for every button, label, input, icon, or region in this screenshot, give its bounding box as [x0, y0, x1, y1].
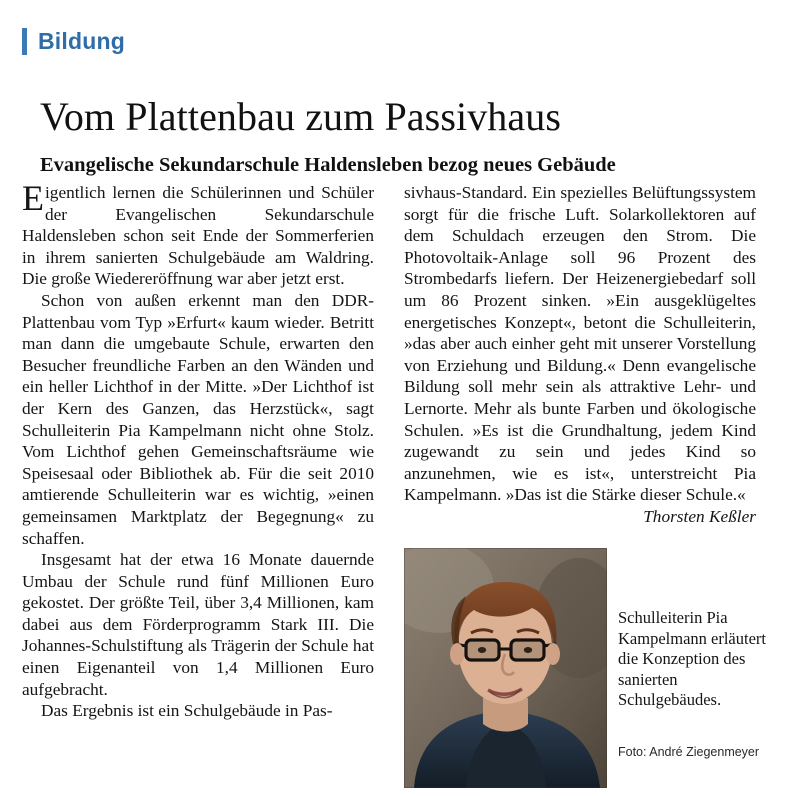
paragraph: Eigentlich lernen die Schülerinnen und Schüler der Evangelischen Sekundarschule Haldensleben schon seit Ende der Sommerferien in ihrem sanierten Schulgebäude am Waldring. Die große Wiedereröffnung war aber jetzt erst. — [22, 178, 374, 289]
rubric-kicker — [22, 26, 125, 56]
paragraph: sivhaus-Standard. Ein spezielles Belüftungssystem sorgt für die frische Luft. Solarkollektoren auf dem Schuldach erzeugen den Strom. Die Photovoltaik-Anlage soll 96 Prozent des Strombedarfs liefern. Der Heizenergiebedarf soll um 86 Prozent sinken. »Ein ausgeklügeltes energetisches Konzept«, betont die Schulleiterin, »das aber auch einher geht mit unserer Vorstellung von Erziehung und Bildung.« Denn evangelische Bildung soll mehr sein als attraktive Lehr- und Lernorte. Mehr als bunte Farben und ökologische Schulen. »Es ist die Grundhaltung, jedem Kind zugewandt zu sein und jedes Kind so anzunehmen, wie es ist«, unterstreicht Pia Kampelmann. »Das ist die Stärke dieser Schule.« — [404, 183, 756, 505]
subheadline: Evangelische Sekundarschule Haldensleben bezog neues Gebäude — [40, 154, 616, 176]
portrait-image — [404, 548, 607, 788]
author-byline: Thorsten Keßler — [643, 506, 756, 526]
body-column-right — [404, 182, 756, 528]
kicker-rule — [22, 28, 27, 55]
paragraph: Insgesamt hat der etwa 16 Monate dauernde Umbau der Schule rund fünf Millionen Euro gekostet. Der größte Teil, über 3,4 Millionen, kam dabei aus dem Förderprogramm Stark III. Die Johannes-Schulstiftung als Trägerin der Schule hat einen Eigenanteil von 1,4 Millionen Euro aufgebracht. — [22, 550, 374, 699]
photo-credit: Foto: André Ziegenmeyer — [618, 745, 760, 759]
page-title: Vom Plattenbau zum Passivhaus — [40, 93, 562, 139]
paragraph: Schon von außen erkennt man den DDR-Plattenbau vom Typ »Erfurt« kaum wieder. Betritt man dann die umgebaute Schule, erwarten den Besucher freundliche Farben an den Wänden und ein heller Lichthof in der Mitte. »Der Lichthof ist der Kern des Ganzen, das Herzstück«, sagt Schulleiterin Pia Kampelmann nicht ohne Stolz. Vom Lichthof gehen Gemeinschaftsräume wie Speisesaal oder Bibliothek ab. Für die seit 2010 amtierende Schulleiterin war es wichtig, »einen gemeinsamen Marktplatz der Begegnung« zu schaffen. — [22, 290, 374, 548]
portrait-photo — [404, 548, 607, 788]
photo-caption: Schulleiterin Pia Kampelmann erläutert die Konzeption des sanierten Schulgebäudes. — [618, 608, 766, 709]
body-column-left — [22, 178, 374, 782]
paragraph: Das Ergebnis ist ein Schulgebäude in Pas- — [41, 701, 333, 721]
kicker-label: Bildung — [38, 27, 125, 54]
